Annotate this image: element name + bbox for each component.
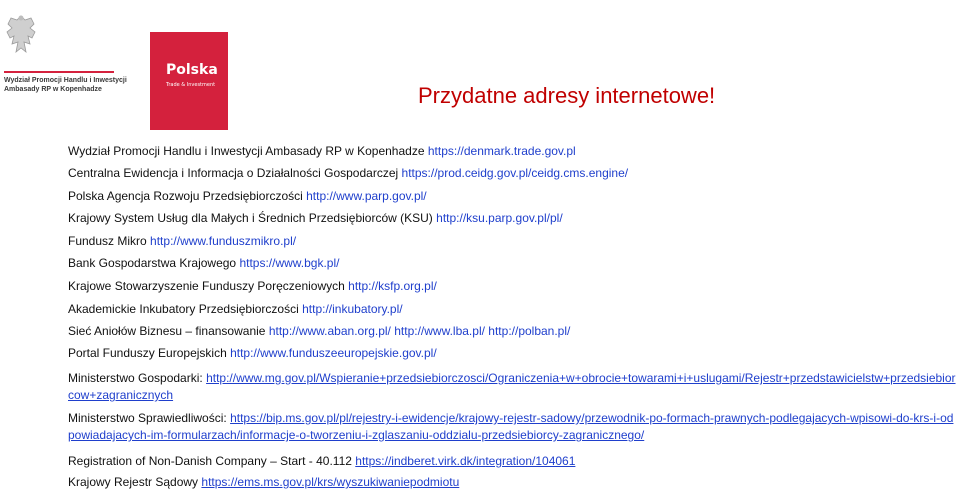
entry-label: Akademickie Inkubatory Przedsiębiorczości [68, 302, 299, 316]
entry-link[interactable]: https://ems.ms.gov.pl/krs/wyszukiwaniepodmiotu [201, 475, 460, 489]
entry-label: Fundusz Mikro [68, 234, 147, 248]
paih-logo-tagline: Trade & Investment [166, 82, 216, 88]
entry-link[interactable]: https://prod.ceidg.gov.pl/ceidg.cms.engine/ [401, 166, 629, 180]
list-item [68, 279, 437, 293]
list-item [68, 324, 570, 338]
list-item [68, 370, 958, 404]
entry-label: Polska Agencja Rozwoju Przedsiębiorczości [68, 189, 303, 203]
entry-link[interactable]: http://www.funduszeeuropejskie.gov.pl/ [230, 346, 437, 360]
list-item [68, 410, 958, 444]
paih-logo-brand: Polska [166, 62, 218, 78]
entry-link[interactable]: http://www.parp.gov.pl/ [306, 189, 427, 203]
entry-label: Centralna Ewidencja i Informacja o Działalności Gospodarczej [68, 166, 399, 180]
entry-link[interactable]: https://indberet.virk.dk/integration/104061 [355, 454, 576, 468]
entry-link[interactable]: http://ksu.parp.gov.pl/pl/ [436, 211, 563, 225]
list-item [68, 454, 575, 468]
entry-label: Krajowy Rejestr Sądowy [68, 475, 199, 489]
entry-link[interactable]: https://www.bgk.pl/ [239, 256, 340, 270]
list-item [68, 256, 339, 270]
polska-trade-investment-logo [150, 32, 228, 130]
agency-logo-divider [4, 71, 114, 73]
entry-link[interactable]: http://www.mg.gov.pl/Wspieranie+przedsiebiorczosci/Ograniczenia+w+obrocie+towarami+i+uslugami/Rejestr+przedstawicielstw+przedsiebiorcow+zagranicznych [68, 371, 956, 402]
polish-eagle-emblem-icon [4, 12, 38, 58]
list-item [68, 302, 403, 316]
entry-link[interactable]: http://ksfp.org.pl/ [348, 279, 437, 293]
entry-link[interactable]: http://www.funduszmikro.pl/ [150, 234, 297, 248]
entry-label: Krajowe Stowarzyszenie Funduszy Poręczeniowych [68, 279, 345, 293]
entry-label: Krajowy System Usług dla Małych i Średnich Przedsiębiorców (KSU) [68, 211, 433, 225]
agency-logo-line2: Ambasady RP w Kopenhadze [4, 86, 102, 93]
list-item [68, 144, 576, 158]
agency-logo-line1: Wydział Promocji Handlu i Inwestycji [4, 77, 127, 84]
entry-link-3[interactable]: http://polban.pl/ [488, 324, 571, 338]
entry-label: Ministerstwo Sprawiedliwości: [68, 411, 227, 425]
list-item [68, 234, 296, 248]
list-item [68, 189, 427, 203]
entry-link[interactable]: https://denmark.trade.gov.pl [427, 144, 576, 158]
list-item [68, 475, 459, 489]
list-item [68, 211, 563, 225]
entry-label: Portal Funduszy Europejskich [68, 346, 227, 360]
page-title: Przydatne adresy internetowe! [418, 83, 716, 108]
list-item [68, 346, 437, 360]
entry-link[interactable]: http://www.aban.org.pl/ [268, 324, 391, 338]
entry-link-2[interactable]: http://www.lba.pl/ [394, 324, 485, 338]
agency-logo [4, 76, 127, 94]
entry-link[interactable]: http://inkubatory.pl/ [302, 302, 403, 316]
entry-link[interactable]: https://bip.ms.gov.pl/pl/rejestry-i-ewidencje/krajowy-rejestr-sadowy/przewodnik-po-formach-prawnych-podlegajacych-wpisowi-do-krs-i-odpowiadajacych-im-formularzach/informacje-o-tworzeniu-i-zglaszaniu-oddzialu-przedsiebiorcy-zagranicznego/ [68, 411, 954, 442]
list-item [68, 166, 628, 180]
entry-label: Ministerstwo Gospodarki: [68, 371, 203, 385]
entry-label: Wydział Promocji Handlu i Inwestycji Ambasady RP w Kopenhadze [68, 144, 425, 158]
entry-label: Sieć Aniołów Biznesu – finansowanie [68, 324, 266, 338]
entry-label: Registration of Non-Danish Company – Start - 40.112 [68, 454, 352, 468]
entry-label: Bank Gospodarstwa Krajowego [68, 256, 237, 270]
